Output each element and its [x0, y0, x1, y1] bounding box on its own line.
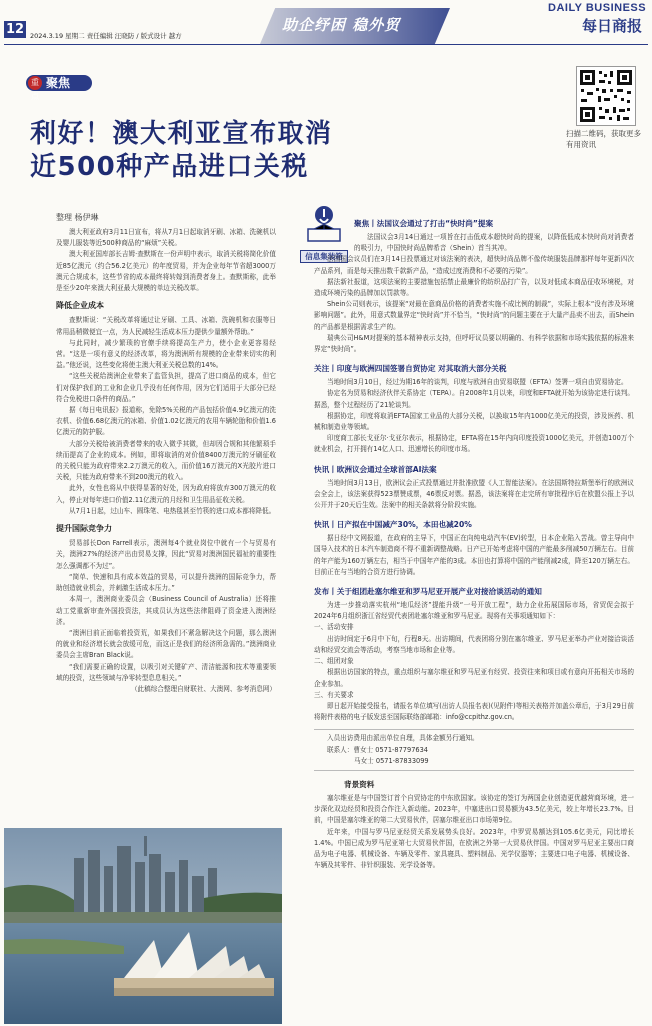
brief-paragraph: 根据出访国家的特点，重点组织与塞尔维亚和罗马尼亚有经贸、投资往来和项目或有意向开拓相关市场的企业参加。 [314, 668, 634, 688]
article-paragraph: “简单、快速和具有成本效益的贸易，可以提升澳洲的国际竞争力，帮助创造就业机会，并刺激生活成本压力。” [56, 572, 276, 593]
brief-paragraph: 二、组团对象 [314, 657, 354, 666]
article-paragraph: “我们需要正确的设置，以吸引对关键矿产、清洁能源和技术等重要领域的投资，这些领域与净零转型息息相关。” [56, 662, 276, 682]
slogan-part-a: 助企纾困 [282, 16, 347, 34]
article-paragraph: 此外，女性也将从中获得显著的好处，因为政府将放弃300万澳元的收入，停止对每年进口价值2.11亿澳元的月经和卫生用品征收关税。 [56, 484, 276, 504]
article-paragraph: 大部分关税给被消费者带来的收入微乎其微，但却因合规和其他繁琐手续而提高了企业的成本。例如，即将取消的对价值8400万澳元的牙刷征收的关税只能为政府带来2.2万澳元的收入，而价值16万澳元的X光胶片进口关税，只能为政府带来不到200澳元的收入。 [56, 439, 276, 482]
slogan-part-b: 稳外贸 [352, 16, 401, 34]
article-paragraph: 澳大利亚政府3月11日宣布，将从7月1日起取消牙刷、冰箱、洗碗机以及婴儿服装等近500种商品的“麻烦”关税。 [56, 228, 276, 248]
brief-item-1 [354, 218, 634, 229]
brief-paragraph: 据法新社报道，这项法案的主要措施包括禁止最廉价的纺织品打广告，以及对低成本商品征收环境税，对造成环境污染的品牌加以罚款等。 [314, 277, 634, 298]
qr-caption: 扫描二维码，获取更多有用资讯 [566, 129, 641, 149]
contact-line: 马女士 0571-87833099 [354, 756, 429, 765]
page-number: 12 [5, 22, 25, 37]
brief-title: 发布丨关于组团赴塞尔维亚和罗马尼亚开展产业对接洽谈活动的通知 [314, 587, 542, 597]
article-subheading: 降低企业成本 [56, 301, 104, 311]
brief-title: 关注丨印度与欧洲四国签署自贸协定 对其取消大部分关税 [314, 364, 507, 374]
sydney-harbour-photo [4, 828, 282, 1024]
article-paragraph: 从7月1日起，过山车、圆珠笔、电热毯甚至竹筷的进口成本都将降低。 [69, 506, 276, 515]
article-paragraph: 贸易部长Don Farrell表示，澳洲每4个就业岗位中就有一个与贸易有关，澳洲27%的经济产出由贸易支撑，因此“贸易对澳洲国民福祉的重要性怎么强调都不为过”。 [56, 539, 276, 570]
brief-paragraph: 即日起开始接受报名，请报名单位填写(出访人员报名表)(见附件)等相关表格并加盖公章后，于3月29日前将附件表格的电子版发送至国际联络部邮箱：info@ccpithz.gov.cn。 [314, 701, 634, 722]
qr-code[interactable] [576, 66, 636, 126]
background-title: 背景资料 [344, 779, 375, 789]
brief-paragraph: 一、活动安排 [314, 623, 354, 632]
brief-item-5 [314, 586, 634, 723]
section-badge [26, 75, 92, 101]
article-subheading: 提升国际竞争力 [56, 524, 112, 534]
brief-paragraph: 法国议会3月14日通过一项旨在打击低成本超快时尚的提案，以降低低成本快时尚对消费者的吸引力，中国快时尚品牌希音（Shein）首当其冲。 [354, 233, 634, 253]
article-paragraph: 澳大利亚国库部长吉姆·查默斯在一份声明中表示，取消关税将简化价值近85亿澳元（约合56.2亿美元）的年度贸易，并为企业每年节省超3000万澳元合规成本，这些节省的成本最终将转嫁到消费者身上。查默斯称，此举是至少20年来澳大利亚最大规模的单边关税改革。 [56, 250, 276, 293]
brief-paragraph: 印度商工部长戈亚尔·戈亚尔表示，根据协定，EFTA将在15年内向印度投资1000亿美元，并创造100万个就业机会，打开拥有14亿人口、迅速增长的印度市场。 [314, 434, 634, 454]
article-paragraph: 本周一，澳洲商业委员会（Business Council of Australia）还将推动工党重新审查外国投资法，其成员认为这些法律阻碍了资金进入澳洲经济。 [56, 595, 276, 626]
article-paragraph: 查默斯说：“关税改革将通过让牙刷、工具、冰箱、洗碗机和衣服等日常用品稍微便宜一点，为人民减轻生活成本压力提供少量额外帮助。” [56, 316, 276, 336]
author-byline: 整理 杨伊琳 [56, 213, 99, 222]
slogan [282, 14, 400, 35]
brief-item-4 [314, 519, 634, 578]
brief-title: 快讯丨日产拟在中国减产30%，本田也减20% [314, 520, 472, 530]
brief-title: 聚焦丨法国议会通过了打击“快时尚”提案 [354, 219, 494, 228]
brief-paragraph: Shein公司则表示，该提案“对最在意商品价格的消费者实施不成比例的制裁”，实际上根本“没有涉及环境影响问题”。此外，用意式数量界定“快时尚”并不恰当，“快时尚”的问题主要在于大量产品卖不出去，而Shein的产品都是根据需求生产的。 [314, 300, 634, 331]
article-paragraph: “澳洲目前正面临着投资荒，如果我们不紧急解决这个问题，那么澳洲的就业和经济增长就会放缓可危，而这正是我们的经济所急需的。”澳洲商业委员会主席Bran Black说。 [56, 628, 276, 660]
header-rule [4, 44, 648, 45]
brief-item-3 [314, 464, 634, 512]
brief-item-2 [314, 363, 634, 455]
brand-chinese: 每日商报 [582, 17, 643, 35]
brief-paragraph: 瑞典公司H&M对提案的基本精神表示支持，但呼吁议员要以明确的、有科学依据和市场实践依据的标准来界定“快时尚”。 [314, 333, 634, 354]
brand-english: DAILY BUSINESS [548, 2, 647, 14]
main-article [56, 227, 276, 820]
brief-paragraph: 三、有关要求 [314, 690, 354, 699]
background-paragraph: 近年来，中国与罗马尼亚经贸关系发展势头良好。2023年，中罗贸易额达到105.6亿美元，同比增长1.4%。中国已成为罗马尼亚第七大贸易伙伴国，在欧洲之外第一大贸易伙伴国。中国对罗马尼亚主要出口商品为电子电器、机械设备、车辆及零件、家具寝具、塑料制品、光学仪器等；主要进口电子电器、机械设备、车辆及其零件、非针织服装、光学设备等。 [314, 827, 634, 870]
brief-paragraph: 据日经中文网报道，在政府的主导下，中国正在向纯电动汽车(EV)转型，日本企业陷入苦战。曾主导向中国导入技术的日本汽车制造商不得不重新调整战略。日产已开始考虑将中国的产能最多削减50万辆左右。目前的年产能为160万辆左右，相当于中国年产能的3成。本田也打算将中国的产能削减2成，降至120万辆左右。目前正在与当地的合资方进行协调。 [314, 534, 634, 576]
badge-label: 聚焦 [46, 76, 71, 90]
article-source: （此稿综合整理自财联社、大澳网、参考消息网） [130, 684, 276, 693]
brief-paragraph: 当地时间3月13日，欧洲议会正式投票通过并批准欧盟《人工智能法案》。在法国斯特拉斯堡举行的欧洲议会全会上，该法案获得523票赞成票，46票反对票。据悉，该法案将在走完所有审批程序后在欧盟公报上予以公开并于20天后生效。法案中的相关条款将分阶段实施。 [314, 478, 634, 510]
qr-code-pattern [577, 67, 635, 125]
article-paragraph: “这些关税给澳洲企业带来了监管负担，提高了进口商品的成本，但它们对保护我们的工业和企业几乎没有任何作用，因为它们适用于大部分已经符合免税进口条件的商品。” [56, 372, 276, 403]
brief-paragraph: 当地时间3月10日，经过为期16年的谈判，印度与欧洲自由贸易联盟（EFTA）签署一项自由贸易协定。 [327, 378, 628, 387]
info-container-label: 信息集装箱 [300, 250, 348, 263]
headline-line-2: 近500种产品进口关税 [30, 152, 309, 182]
headline-line-1: 利好！澳大利亚宣布取消 [30, 119, 333, 149]
background-info [314, 779, 634, 871]
brief-paragraph: 出访时间定于6月中下旬，行程8天。出访期间，代表团将分别在塞尔维亚、罗马尼亚举办产业对接洽谈活动和经贸交流会等活动，考察当地市场和企业等。 [314, 634, 634, 654]
photo-illustration [4, 828, 282, 1024]
brief-paragraph: 法国国会议员们在3月14日投票通过对该法案的表决，超快时尚品牌不像传统服装品牌那样每年更新四次产品系列，而是每天推出数千款新产品，“造成过度消费和不必要的污染”。 [314, 255, 634, 275]
contact-box [314, 729, 634, 771]
brief-paragraph: 为进一步推动落实杭州“地瓜经济”提能升级“一号开放工程”，助力企业拓展国际市场，省贸促会拟于2024年6月组织浙江省经贸代表团赴塞尔维亚和罗马尼亚。现将有关事项通知如下： [314, 601, 634, 621]
brief-paragraph: 协定名为贸易和经济伙伴关系协定（TEPA）。自2008年1月以来，印度和EFTA就开始为该协定进行谈判。据悉，整个过程经历了21轮谈判。 [314, 389, 634, 409]
brief-item-1-body [314, 232, 634, 355]
background-paragraph: 塞尔维亚是与中国签订首个自贸协定的中东欧国家。该协定的签订为两国企业创造更优越营商环境，进一步深化双边经贸和投资合作注入新动能。2023年，中塞进出口贸易额为43.5亿美元，较上年增长23.7%。目前，中国是塞尔维亚的第二大贸易伙伴，居塞尔维亚出口市场第9位。 [314, 793, 634, 825]
brief-title: 快讯丨欧洲议会通过全球首部AI法案 [314, 464, 437, 474]
badge-icon: 重点 [28, 76, 42, 90]
article-paragraph: 据《每日电讯报》报道称，免除5%关税的产品包括价值4.9亿澳元的洗衣机、价值6.68亿澳元的冰箱、价值1.02亿澳元的农用车辆轮胎和价值1.6亿澳元的防护服。 [56, 406, 276, 437]
header-info-line: 2024.3.19 星期二 责任编辑 汪晓防 / 版式设计 越方 [30, 32, 182, 40]
contact-line: 联系人：曹女士 0571-87797634 [327, 745, 428, 754]
article-paragraph: 与此同时，减少繁琐的官僚手续将提高生产力，使小企业更容易经营。“这是一项有意义的经济改革，将为澳洲所有规模的企业带来切实的利益。”他还说，这些变化将使主澳大利亚关税总数的14%。 [56, 338, 276, 370]
brief-paragraph: 根据协定，印度将取消EFTA国家工业品的大部分关税，以换取15年内1000亿美元的投资，涉及医药、机械和制造业等领域。 [314, 411, 634, 432]
news-brief-column [314, 218, 634, 1026]
contact-line: 入员出访费用由派出单位自理，具体金额另行通知。 [327, 734, 479, 743]
